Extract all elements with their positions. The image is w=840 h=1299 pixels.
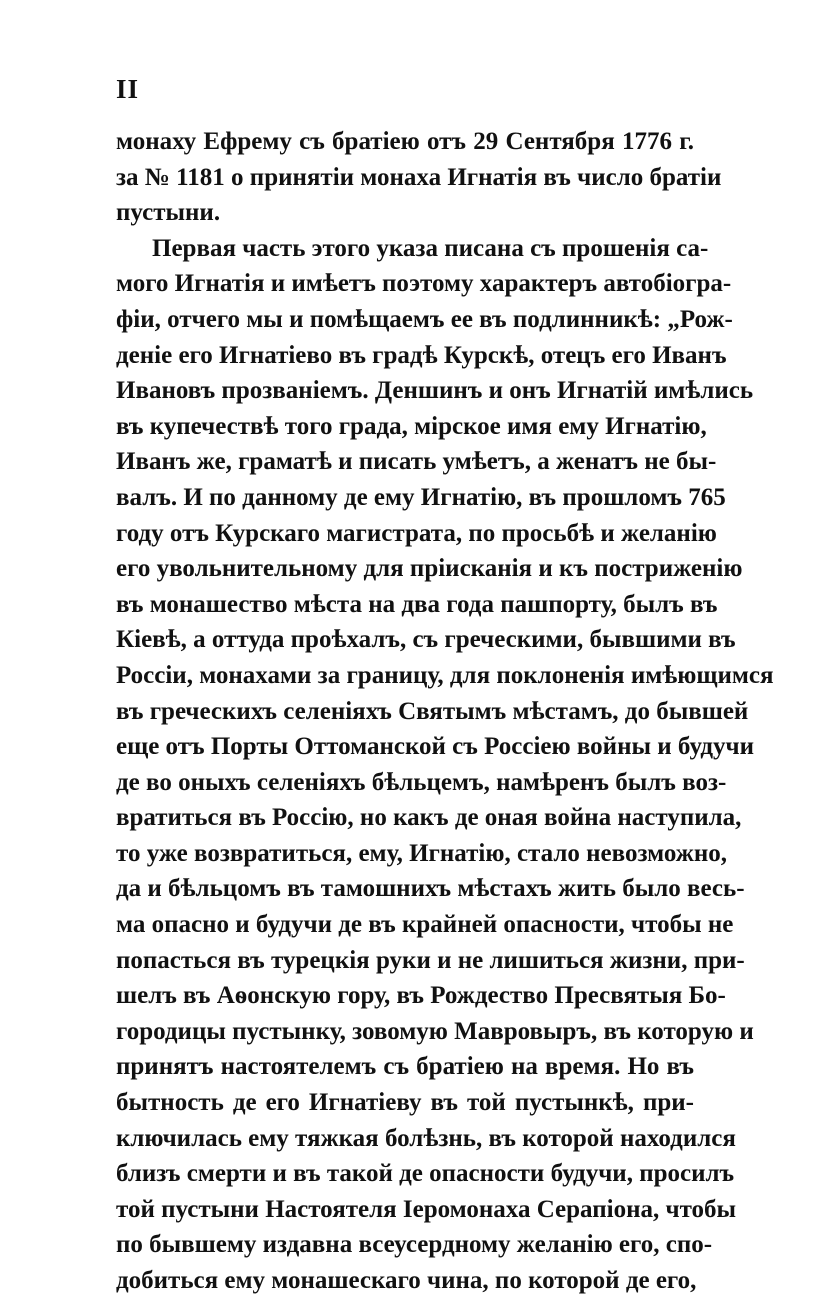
text-line: году отъ Курскаго магистрата, по просьбѣ и желанію — [116, 519, 717, 547]
text-line: той пустыни Настоятеля Іеромонаха Серапіона, чтобы — [116, 1195, 737, 1223]
text-line: его увольнительному для пріисканія и къ постриженію — [116, 555, 743, 583]
text-line: шелъ въ Аѳонскую гору, въ Рождество Пресвятыя Бо- — [116, 982, 726, 1010]
text-line: близъ смерти и въ такой де опасности будучи, просилъ — [116, 1160, 735, 1188]
text-line: бытность де его Игнатіеву въ той пустынкѣ, при- — [116, 1089, 694, 1117]
paragraph-first-line: Первая часть этого указа писана съ прошенія са- — [152, 234, 709, 262]
text-line: фіи, отчего мы и помѣщаемъ ее въ подлинникѣ: „Рож- — [116, 305, 733, 333]
page-number: II — [116, 74, 140, 104]
text-line: Иванъ же, граматѣ и писать умѣетъ, а женатъ не бы- — [116, 448, 717, 476]
text-line: пустыни. — [116, 199, 221, 227]
text-line: да и бѣльцомъ въ тамошнихъ мѣстахъ жить было весь- — [116, 875, 745, 903]
text-line: Россіи, монахами за границу, для поклоненія имѣющимся — [116, 661, 774, 689]
text-line: принятъ настоятелемъ съ братіею на время. Но въ — [116, 1053, 694, 1081]
text-line: въ купечествѣ того града, мірское имя ему Игнатію, — [116, 412, 707, 440]
body-text — [116, 124, 774, 1299]
text-line: мого Игнатія и имѣетъ поэтому характеръ автобіогра- — [116, 270, 732, 298]
text-line: Кіевѣ, а оттуда проѣхалъ, съ греческими, бывшими въ — [116, 626, 736, 654]
text-line: валъ. И по данному де ему Игнатію, въ прошломъ 765 — [116, 483, 726, 511]
text-line: въ монашество мѣста на два года пашпорту, былъ въ — [116, 590, 718, 618]
text-line: въ греческихъ селеніяхъ Святымъ мѣстамъ, до бывшей — [116, 697, 749, 725]
text-line: добиться ему монашескаго чина, по которой де его, — [116, 1267, 697, 1294]
text-line: по бывшему издавна всеусердному желанію его, спо- — [116, 1231, 713, 1259]
text-line: то уже возвратиться, ему, Игнатію, стало невозможно, — [116, 839, 728, 867]
text-line: городицы пустынку, зовомую Мавровыръ, въ которую и — [116, 1017, 754, 1045]
text-line: деніе его Игнатіево въ градѣ Курскѣ, отецъ его Иванъ — [116, 341, 727, 369]
text-line: вратиться въ Россію, но какъ де оная война наступила, — [116, 804, 742, 832]
text-line: де во оныхъ селеніяхъ бѣльцемъ, намѣренъ былъ воз- — [116, 768, 727, 796]
text-line: ключилась ему тяжкая болѣзнь, въ которой находился — [116, 1124, 736, 1152]
text-line: еще отъ Порты Оттоманской съ Россіею войны и будучи — [116, 733, 755, 761]
text-line: Ивановъ прозваніемъ. Деншинъ и онъ Игнатій имѣлись — [116, 377, 754, 405]
text-line: монаху Ефрему съ братіею отъ 29 Сентября 1776 г. — [116, 128, 694, 155]
text-line: ма опасно и будучи де въ крайней опасности, чтобы не — [116, 911, 734, 939]
text-line: за № 1181 о принятіи монаха Игнатія въ число братіи — [116, 163, 722, 191]
text-line: попасться въ турецкія руки и не лишиться жизни, при- — [116, 946, 745, 974]
